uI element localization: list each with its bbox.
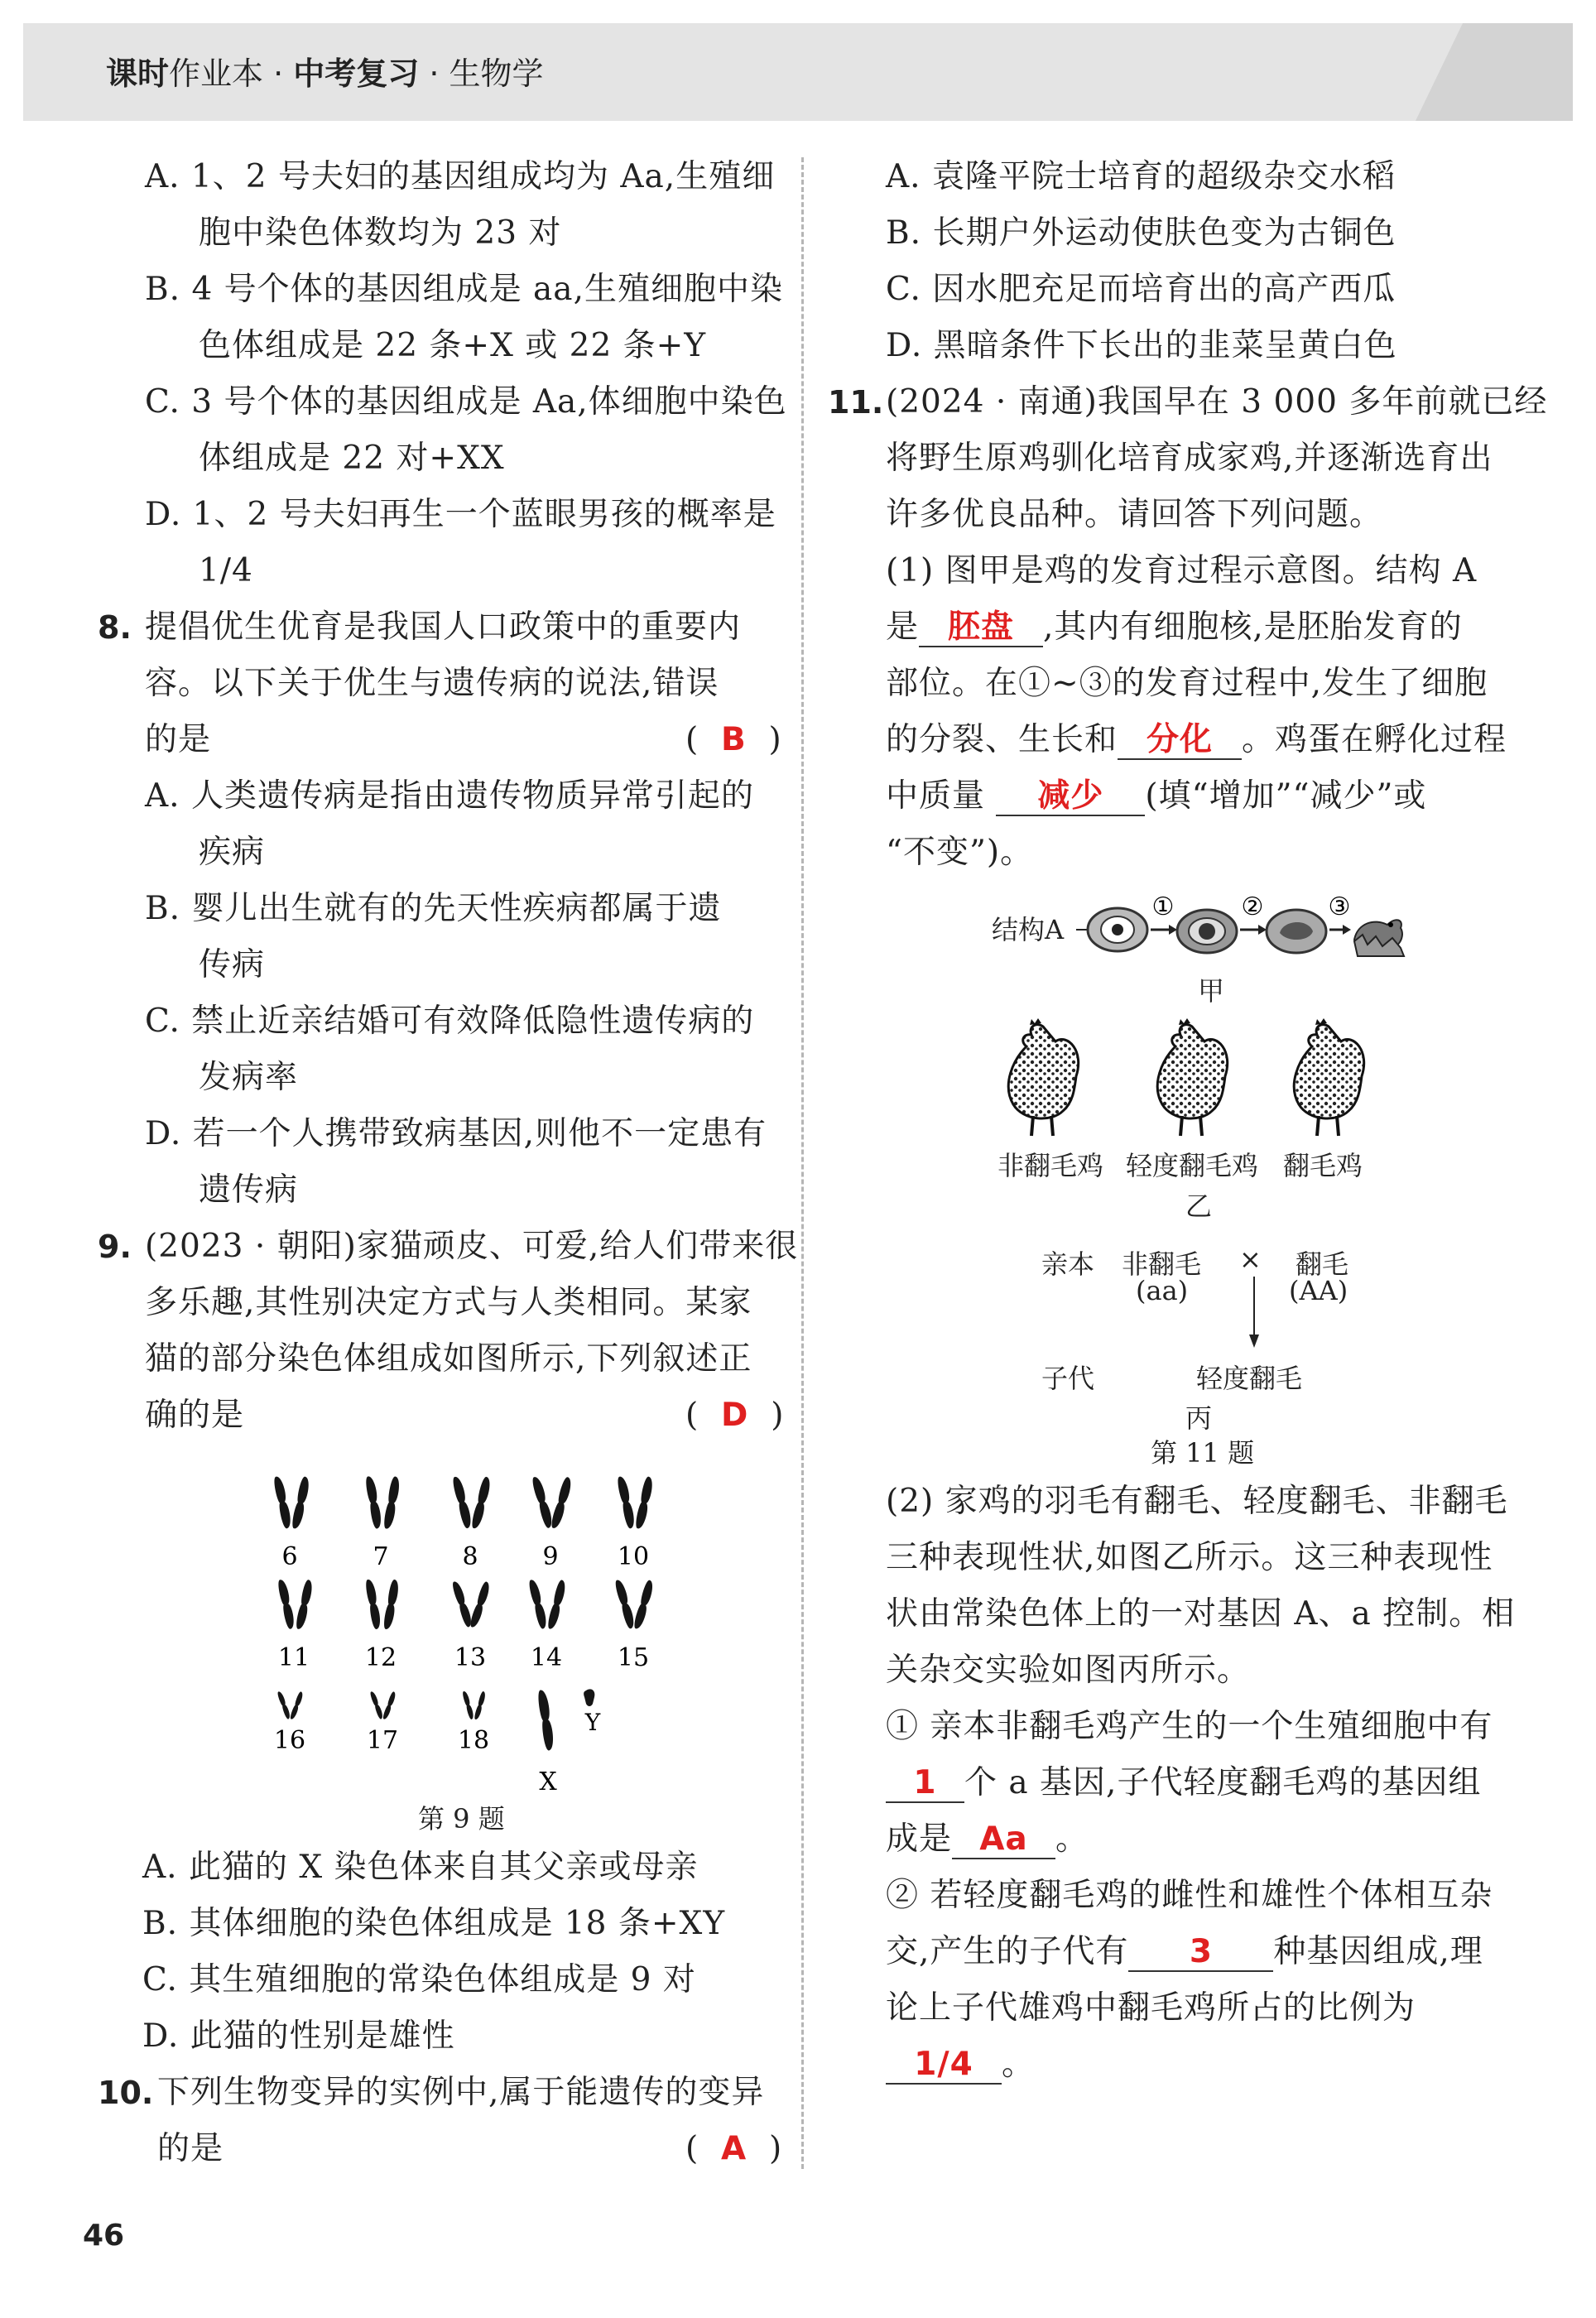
chromosome-pair-13 (451, 1580, 492, 1629)
chromosome-pair-6 (272, 1475, 310, 1530)
bracket-open: ( (685, 721, 699, 758)
q8-answer-bracket (685, 720, 782, 760)
step-1-label: ① (1151, 892, 1175, 921)
q10-option-b: B. 长期户外运动使肤色变为古铜色 (886, 214, 1396, 252)
label-7: 7 (373, 1542, 389, 1571)
text: ,其内有细胞核,是胚胎发育的 (1043, 608, 1463, 646)
q11-sub2-line3: 论上子代雄鸡中翻毛鸡所占的比例为 (886, 1989, 1416, 2027)
figure-bing-label: 丙 (1185, 1402, 1213, 1434)
text: 中质量 (886, 777, 986, 815)
q11-blank-a-count: 1 (886, 1765, 964, 1803)
q8-option-b-line2: 传病 (199, 946, 266, 983)
figure-jia-label: 甲 (1198, 975, 1225, 1007)
q10-option-a: A. 袁隆平院士培育的超级杂交水稻 (886, 158, 1396, 195)
q11-number: 11. (828, 384, 884, 421)
chromosome-pair-10 (616, 1475, 654, 1530)
cross-parent2: 翻毛 (1296, 1248, 1349, 1280)
bracket-close: ) (768, 721, 782, 758)
egg-stage-3 (1267, 910, 1326, 953)
q8-option-a-line1: A. 人类遗传病是指由遗传物质异常引起的 (145, 777, 754, 815)
text: 成是 (886, 1820, 953, 1858)
q11-stem-line1: (2024 · 南通)我国早在 3 000 多年前就已经 (886, 383, 1548, 421)
q9-stem-line2: 多乐趣,其性别决定方式与人类相同。某家 (145, 1284, 752, 1321)
chromosome-pair-18 (462, 1690, 487, 1720)
label-17: 17 (366, 1726, 399, 1755)
q7-option-a-line2: 胞中染色体数均为 23 对 (199, 214, 562, 252)
text: (填“增加”“减少”或 (1145, 777, 1427, 815)
q11-stem-line2: 将野生原鸡驯化培育成家鸡,并逐渐选育出 (886, 440, 1493, 477)
q11-blank-mass: 减少 (996, 778, 1145, 816)
q11-part1-line2 (886, 608, 1463, 647)
q11-part2-line3: 状由常染色体上的一对基因 A、a 控制。相 (886, 1595, 1516, 1633)
q9-stem-line3: 猫的部分染色体组成如图所示,下列叙述正 (145, 1340, 752, 1378)
chromosome-pair-9 (531, 1475, 573, 1529)
label-y: Y (584, 1709, 601, 1736)
header-decoration (1416, 23, 1573, 121)
figure-yi-label: 乙 (1185, 1190, 1213, 1222)
q8-answer: B (721, 721, 747, 758)
q8-option-d-line1: D. 若一个人携带致病基因,则他不一定患有 (145, 1115, 767, 1152)
q9-stem-line1: (2023 · 朝阳)家猫顽皮、可爱,给人们带来很 (145, 1228, 799, 1265)
q8-option-b-line1: B. 婴儿出生就有的先天性疾病都属于遗 (145, 890, 722, 927)
q7-option-c-line1: C. 3 号个体的基因组成是 Aa,体细胞中染色 (145, 383, 787, 421)
q8-stem-line1: 提倡优生优育是我国人口政策中的重要内 (145, 608, 742, 646)
q10-answer-bracket (685, 2129, 782, 2169)
header-title-part: 作业本 · (169, 55, 294, 92)
q8-option-a-line2: 疾病 (199, 834, 266, 871)
label-8: 8 (462, 1542, 478, 1571)
chromosome-pair-12 (364, 1579, 400, 1630)
text: 的分裂、生长和 (886, 721, 1118, 758)
q8-option-d-line2: 遗传病 (199, 1171, 299, 1209)
label-15: 15 (617, 1643, 650, 1672)
q8-number: 8. (98, 609, 132, 646)
label-9: 9 (542, 1542, 559, 1571)
q8-option-c-line1: C. 禁止近亲结婚可有效降低隐性遗传病的 (145, 1003, 755, 1040)
q7-option-d-line1: D. 1、2 号夫妇再生一个蓝眼男孩的概率是 (145, 496, 776, 533)
cross-arrow (1242, 1275, 1267, 1349)
header-title-part: 中考复习 (293, 55, 420, 92)
chromosome-pair-15 (614, 1579, 656, 1630)
q11-sub2-line2 (886, 1932, 1483, 1972)
bracket-close: ) (771, 1397, 785, 1434)
q11-sub1-line3 (886, 1820, 1089, 1859)
q9-answer-bracket (685, 1396, 784, 1436)
hen-non-frizzle (1008, 1018, 1078, 1136)
hens-figure (989, 1018, 1395, 1142)
cross-parent1: 非翻毛 (1122, 1248, 1202, 1280)
q7-option-b-line1: B. 4 号个体的基因组成是 aa,生殖细胞中染 (145, 271, 783, 308)
q7-option-b-line2: 色体组成是 22 条+X 或 22 条+Y (199, 327, 707, 364)
chick-hatching (1354, 920, 1404, 956)
step-2-label: ② (1241, 892, 1264, 921)
bracket-open: ( (685, 2130, 699, 2167)
q11-sub1-line2 (886, 1763, 1481, 1803)
y-chromosome (584, 1689, 594, 1706)
q9-option-d: D. 此猫的性别是雄性 (142, 2017, 455, 2055)
bracket-open: ( (685, 1397, 699, 1434)
q10-answer: A (721, 2130, 748, 2167)
q9-number: 9. (98, 1229, 132, 1265)
label-x: X (539, 1767, 557, 1796)
label-16: 16 (273, 1726, 306, 1755)
chromosome-pair-16 (276, 1690, 304, 1720)
label-10: 10 (617, 1542, 650, 1571)
q9-stem-line4: 确的是 (145, 1397, 245, 1434)
q9-option-c: C. 其生殖细胞的常染色体组成是 9 对 (142, 1961, 696, 1998)
chromosome-pair-7 (364, 1475, 401, 1529)
label-13: 13 (454, 1643, 487, 1672)
hen-label-frizzle: 翻毛鸡 (1283, 1150, 1363, 1181)
q7-option-d-line2: 1/4 (199, 552, 253, 589)
structure-a-label: 结构A (992, 914, 1065, 945)
q11-blank-genotype-count: 3 (1128, 1934, 1273, 1972)
egg-stage-2 (1177, 910, 1237, 953)
page-number: 46 (83, 2219, 125, 2253)
x-chromosome (537, 1690, 555, 1752)
q10-stem-line2: 的是 (157, 2130, 224, 2167)
q10-number: 10. (98, 2075, 154, 2111)
q11-sub1-line1: ① 亲本非翻毛鸡产生的一个生殖细胞中有 (886, 1708, 1493, 1745)
cross-parent2-genotype: (AA) (1289, 1275, 1348, 1306)
chromosome-pair-17 (369, 1690, 397, 1720)
q11-part1-line5 (886, 777, 1426, 816)
egg-development-figure (1076, 890, 1407, 973)
q11-sub2-line1: ② 若轻度翻毛鸡的雌性和雄性个体相互杂 (886, 1877, 1493, 1914)
q11-blank-genotype: Aa (952, 1821, 1055, 1859)
q11-part2-line2: 三种表现性状,如图乙所示。这三种表现性 (886, 1539, 1493, 1576)
q11-blank-embryo: 胚盘 (919, 609, 1043, 647)
text: 。鸡蛋在孵化过程 (1242, 721, 1507, 758)
q11-part2-line1: (2) 家鸡的羽毛有翻毛、轻度翻毛、非翻毛 (886, 1483, 1508, 1520)
q9-option-a: A. 此猫的 X 染色体来自其父亲或母亲 (142, 1849, 699, 1886)
column-divider (801, 157, 804, 2169)
header-title (106, 48, 544, 94)
arrow-2 (1240, 925, 1267, 935)
step-3-label: ③ (1328, 892, 1351, 921)
label-6: 6 (281, 1542, 298, 1571)
hen-mild-frizzle (1157, 1018, 1227, 1136)
cross-parent1-genotype: (aa) (1136, 1275, 1189, 1306)
q11-blank-ratio: 1/4 (886, 2046, 1002, 2085)
q9-answer: D (721, 1397, 749, 1434)
q11-figure-caption: 第 11 题 (1151, 1437, 1255, 1469)
hen-label-non-frizzle: 非翻毛鸡 (997, 1150, 1104, 1181)
arrow-1 (1151, 925, 1177, 935)
q7-option-a-line1: A. 1、2 号夫妇的基因组成均为 Aa,生殖细 (145, 158, 776, 195)
q10-option-c: C. 因水肥充足而培育出的高产西瓜 (886, 271, 1396, 308)
page-header (23, 23, 1573, 121)
q8-stem-line3: 的是 (145, 721, 212, 758)
cross-parent-label: 亲本 (1041, 1248, 1095, 1280)
label-11: 11 (277, 1643, 310, 1672)
label-12: 12 (364, 1643, 397, 1672)
header-title-part: 课时 (106, 55, 170, 92)
q10-option-d: D. 黑暗条件下长出的韭菜呈黄白色 (886, 327, 1397, 364)
q11-part2-line4: 关杂交实验如图丙所示。 (886, 1652, 1251, 1689)
label-14: 14 (530, 1643, 563, 1672)
text: 个 a 基因,子代轻度翻毛鸡的基因组 (964, 1764, 1482, 1801)
q11-part1-line1: (1) 图甲是鸡的发育过程示意图。结构 A (886, 552, 1478, 589)
arrow-3 (1329, 925, 1351, 935)
egg-stage-1 (1088, 908, 1147, 951)
text: 。 (1055, 1820, 1089, 1858)
hen-label-mild-frizzle: 轻度翻毛鸡 (1126, 1150, 1259, 1181)
cross-symbol: × (1239, 1243, 1262, 1275)
q9-figure-caption: 第 9 题 (418, 1803, 505, 1835)
q11-stem-line3: 许多优良品种。请回答下列问题。 (886, 496, 1383, 533)
chromosome-pair-14 (528, 1579, 568, 1630)
bracket-close: ) (769, 2130, 783, 2167)
header-title-part: · 生物学 (419, 55, 544, 92)
q11-part1-line4 (886, 720, 1507, 760)
q11-sub2-line4 (886, 2045, 1035, 2085)
q10-stem-line1: 下列生物变异的实例中,属于能遗传的变异 (157, 2074, 765, 2111)
q7-option-c-line2: 体组成是 22 对+XX (199, 440, 505, 477)
text: 是 (886, 608, 920, 646)
text: 。 (1002, 2046, 1036, 2083)
q11-blank-differentiation: 分化 (1118, 722, 1242, 760)
label-18: 18 (457, 1726, 490, 1755)
text: 种基因组成,理 (1273, 1933, 1483, 1970)
q11-part1-line3: 部位。在①~③的发育过程中,发生了细胞 (886, 665, 1488, 702)
q8-stem-line2: 容。以下关于优生与遗传病的说法,错误 (145, 665, 719, 702)
cross-offspring-label: 子代 (1041, 1363, 1095, 1394)
chromosome-pair-8 (451, 1475, 492, 1530)
hen-frizzle (1294, 1018, 1363, 1136)
q11-part1-line6: “不变”)。 (886, 834, 1034, 871)
chromosome-pair-11 (276, 1579, 314, 1630)
text: 交,产生的子代有 (886, 1933, 1129, 1970)
cross-offspring: 轻度翻毛 (1196, 1363, 1303, 1394)
karyotype-figure (240, 1457, 687, 1805)
q8-option-c-line2: 发病率 (199, 1059, 299, 1096)
q9-option-b: B. 其体细胞的染色体组成是 18 条+XY (142, 1905, 726, 1942)
